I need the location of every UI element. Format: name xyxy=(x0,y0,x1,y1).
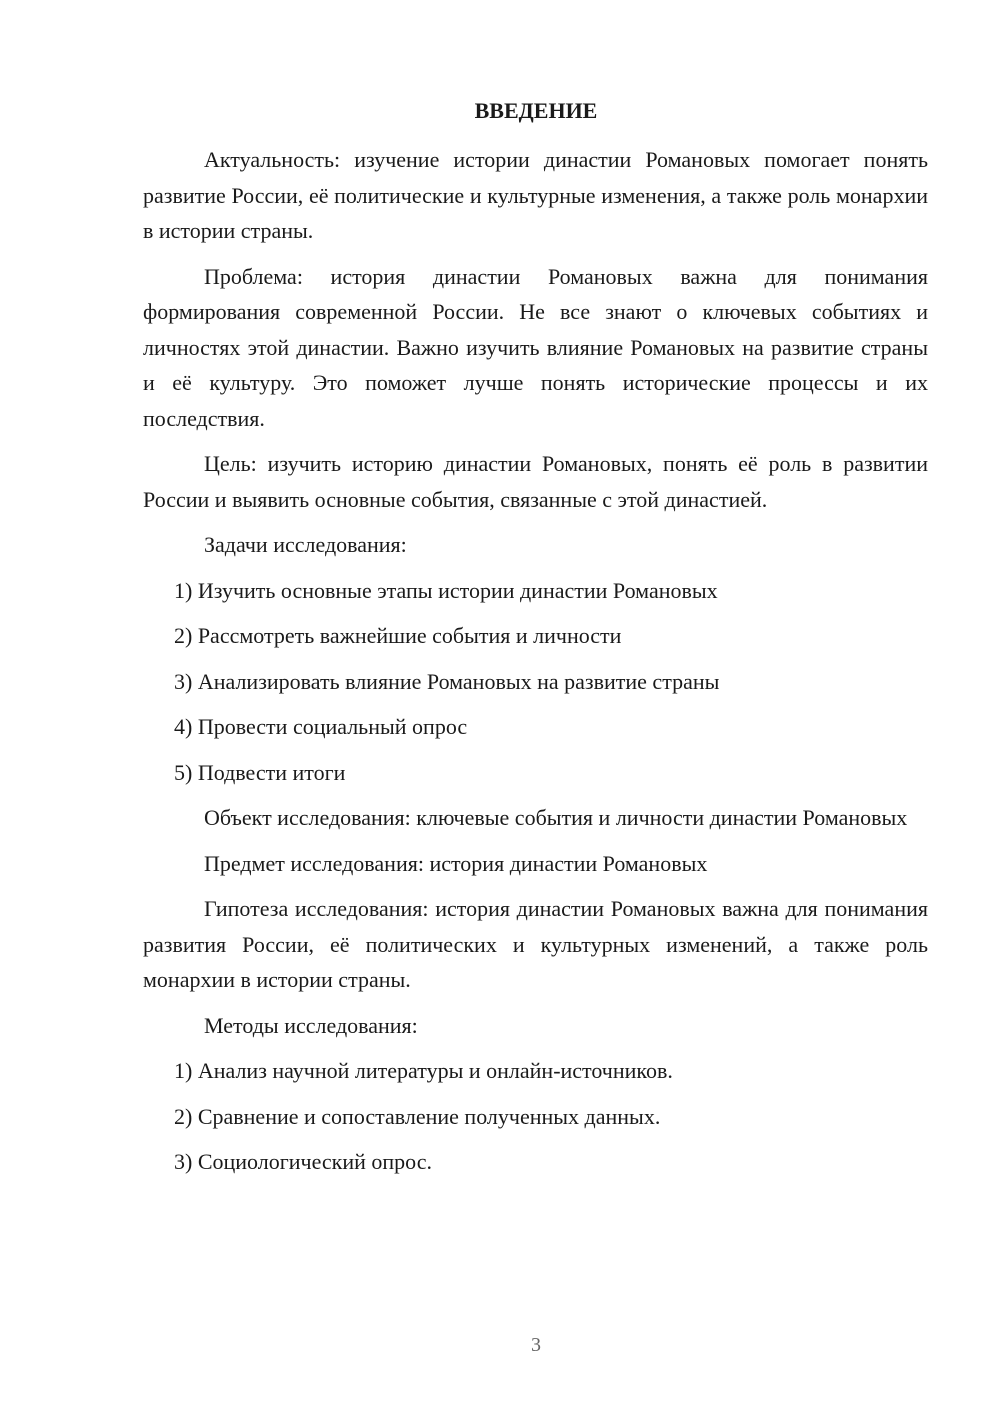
methods-list xyxy=(143,1053,928,1180)
goal-paragraph: Цель: изучить историю династии Романовых, понять её роль в развитии России и выявить основные события, связанные с этой династией. xyxy=(143,451,928,512)
page-content xyxy=(143,142,928,1190)
subject-paragraph: Предмет исследования: история династии Романовых xyxy=(204,850,708,876)
list-item: 5) Подвести итоги xyxy=(174,759,346,785)
methods-heading: Методы исследования: xyxy=(204,1012,418,1038)
tasks-list xyxy=(143,573,928,791)
hypothesis-paragraph: Гипотеза исследования: история династии Романовых важна для понимания развития России, её политических и культурных изменений, а также роль монархии в истории страны. xyxy=(143,896,928,992)
relevance-paragraph: Актуальность: изучение истории династии Романовых помогает понять развитие России, её политические и культурные изменения, а также роль монархии в истории страны. xyxy=(143,147,928,243)
page-title: ВВЕДЕНИЕ xyxy=(474,98,598,123)
tasks-heading: Задачи исследования: xyxy=(204,532,407,557)
page-number: 3 xyxy=(531,1334,541,1356)
list-item: 1) Изучить основные этапы истории династии Романовых xyxy=(174,577,718,603)
problem-paragraph: Проблема: история династии Романовых важна для понимания формирования современной России. Не все знают о ключевых событиях и личностях этой династии. Важно изучить влияние Романовых на развитие страны и её культуру. Это поможет лучше понять исторические процессы и их последствия. xyxy=(143,263,928,431)
list-item: 3) Социологический опрос. xyxy=(174,1149,432,1174)
object-paragraph: Объект исследования: ключевые события и личности династии Романовых xyxy=(204,805,908,830)
list-item: 1) Анализ научной литературы и онлайн-источников. xyxy=(174,1058,673,1083)
list-item: 4) Провести социальный опрос xyxy=(174,714,468,739)
list-item: 2) Сравнение и сопоставление полученных данных. xyxy=(174,1103,661,1129)
list-item: 2) Рассмотреть важнейшие события и личности xyxy=(174,623,622,648)
list-item: 3) Анализировать влияние Романовых на развитие страны xyxy=(174,668,720,694)
